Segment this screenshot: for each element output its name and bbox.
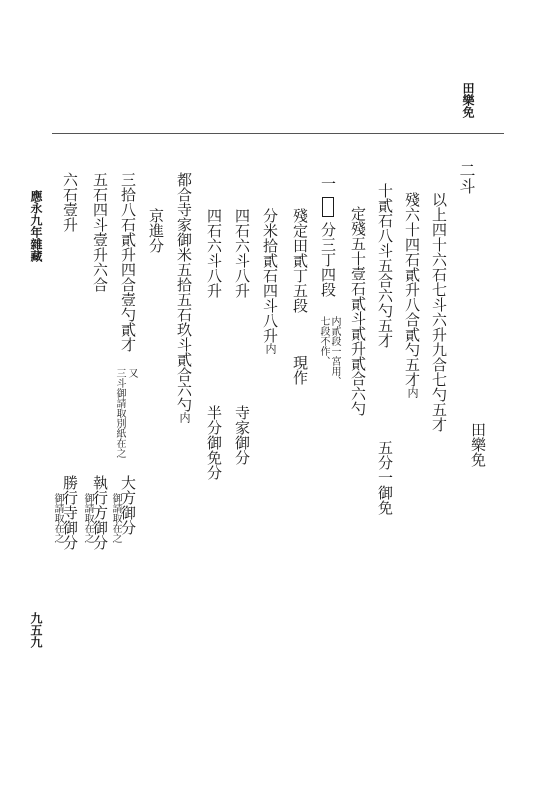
blank-box: [322, 197, 334, 217]
text-column-6-head: 一: [319, 176, 337, 191]
text-column-13-tail-note: 御請取在之: [110, 493, 121, 543]
text-column-7: 殘定田貳丁五段: [291, 208, 309, 313]
running-title: 田樂免: [461, 82, 475, 118]
text-column-15: 六石壹升: [61, 172, 79, 232]
text-column-13-note-b: 三斗御請取別紙在之: [114, 368, 125, 458]
text-column-13-note-a: 又: [126, 368, 137, 378]
text-column-15-tail: 勝行寺御分: [61, 475, 79, 550]
text-column-10: 四石六斗八升: [205, 208, 223, 298]
text-column-5: 定殘五十壹石貳斗貳升貳合六勺: [349, 206, 367, 416]
text-column-6-note-a: 内貳段一宮用、: [329, 316, 340, 386]
text-column-14-tail-note: 御請取在之: [82, 493, 93, 543]
text-column-2: 以上四十六石七斗六升九合七勺五才: [430, 192, 448, 432]
text-column-13-tail: 大方御分: [119, 475, 137, 535]
text-column-9-tail: 寺家御分: [233, 405, 251, 465]
text-column-13: 三拾八石貳升四合壹勺貳才: [119, 172, 137, 352]
book-title: 應永九年雜藏: [29, 190, 43, 262]
text-column-7-tail: 現作: [291, 355, 309, 385]
text-column-15-tail-note: 御請取在之: [52, 493, 63, 543]
page-number: 九五九: [29, 612, 43, 648]
text-column-14-tail: 執行方御分: [91, 475, 109, 550]
text-column-11: 都合寺家御米五拾五石玖斗貳合六勺内: [175, 172, 193, 423]
text-column-8: 分米拾貳石四斗八升内: [261, 208, 279, 354]
text-column-14: 五石四斗壹升六合: [91, 172, 109, 292]
header-rule: [52, 133, 504, 134]
text-column-4: 十貳石八斗五合六勺五才: [376, 183, 394, 348]
text-column-6: 分三丁四段: [319, 222, 337, 297]
text-column-9: 四石六斗八升: [233, 208, 251, 298]
text-column-1: 二斗: [457, 162, 476, 194]
text-column-12: 京進分: [147, 208, 165, 253]
text-column-10-tail: 半分御免分: [205, 405, 223, 480]
text-column-6-note-b: 七段不作、: [318, 316, 329, 366]
text-column-3: 殘六十四石貳升八合貳勺五才内: [403, 192, 421, 398]
signature-title: 田樂免: [469, 422, 487, 467]
text-column-4-tail: 五分一御免: [376, 440, 394, 515]
